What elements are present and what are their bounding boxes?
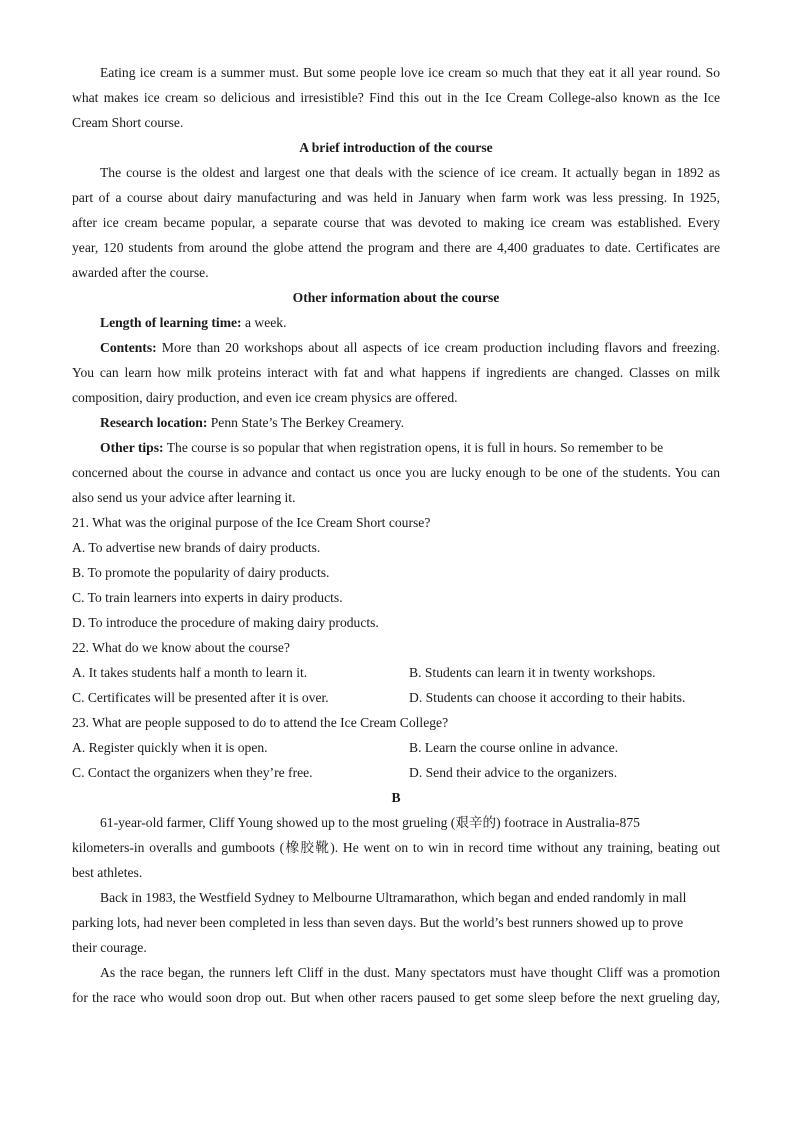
item-label: Contents:	[100, 340, 157, 355]
option: B. To promote the popularity of dairy products.	[72, 565, 330, 580]
item-value: The course is so popular that when registration opens, it is full in hours. So remember to be	[163, 440, 664, 455]
option: C. Contact the organizers when they’re free.	[72, 765, 313, 780]
length-item	[72, 310, 720, 335]
text-line: for the race who would soon drop out. But when other racers paused to get some sleep before the next grueling day,	[72, 990, 720, 1005]
passage-b-paragraph-2	[72, 885, 720, 960]
text-line: The course is the oldest and largest one that deals with the science of ice cream. It actually began in 1892 as	[100, 165, 720, 180]
intro-paragraph	[72, 60, 720, 135]
location-item	[72, 410, 720, 435]
text-line: year, 120 students from around the globe attend the program and there are 4,400 graduates to date. Certificates are	[72, 240, 720, 255]
option: A. It takes students half a month to learn it.	[72, 665, 308, 680]
text-line: Cream Short course.	[72, 115, 184, 130]
text-line: Eating ice cream is a summer must. But some people love ice cream so much that they eat it all year round. So	[100, 65, 720, 80]
option: A. To advertise new brands of dairy products.	[72, 540, 321, 555]
option: A. Register quickly when it is open.	[72, 740, 268, 755]
option: D. Send their advice to the organizers.	[409, 765, 618, 780]
text-line: As the race began, the runners left Cliff in the dust. Many spectators must have thought Cliff was a promotion	[100, 965, 720, 980]
item-value: Penn State’s The Berkey Creamery.	[207, 415, 405, 430]
text-line: awarded after the course.	[72, 265, 209, 280]
document-page	[72, 60, 720, 1010]
text-line: parking lots, had never been completed in less than seven days. But the world’s best runners showed up to prove	[72, 915, 684, 930]
option: C. To train learners into experts in dairy products.	[72, 590, 343, 605]
item-label: Other tips:	[100, 440, 164, 455]
text-line: You can learn how milk proteins interact with fat and what happens if ingredients are changed. Classes on milk	[72, 365, 720, 380]
text-line: after ice cream became popular, a separate course that was devoted to making ice cream was established. Every	[72, 215, 720, 230]
text-line: best athletes.	[72, 865, 143, 880]
text-line: also send us your advice after learning it.	[72, 490, 296, 505]
option-row	[72, 660, 720, 685]
question-21	[72, 510, 720, 635]
item-label: Research location:	[100, 415, 208, 430]
tips-item	[72, 435, 720, 510]
text-line: concerned about the course in advance and contact us once you are lucky enough to be one of the students. You can	[72, 465, 720, 480]
item-value: a week.	[241, 315, 287, 330]
text-line: composition, dairy production, and even ice cream physics are offered.	[72, 390, 458, 405]
question-stem: 23. What are people supposed to do to attend the Ice Cream College?	[72, 715, 449, 730]
question-stem: 21. What was the original purpose of the Ice Cream Short course?	[72, 515, 431, 530]
item-value: More than 20 workshops about all aspects of ice cream production including flavors and freezing.	[156, 340, 720, 355]
option: B. Learn the course online in advance.	[409, 740, 619, 755]
section-heading: A brief introduction of the course	[299, 140, 493, 155]
section-heading: Other information about the course	[292, 290, 500, 305]
option: C. Certificates will be presented after it is over.	[72, 690, 329, 705]
option: D. Students can choose it according to their habits.	[409, 690, 686, 705]
question-23	[72, 710, 720, 785]
text-line: what makes ice cream so delicious and irresistible? Find this out in the Ice Cream College-also known as the Ice	[72, 90, 720, 105]
passage-b-label: B	[391, 790, 401, 805]
text-line	[72, 335, 720, 360]
text-line: kilometers-in overalls and gumboots (橡胶靴). He went on to win in record time without any training, beating out	[72, 840, 720, 855]
option: B. Students can learn it in twenty workshops.	[409, 665, 656, 680]
option-row	[72, 735, 720, 760]
question-stem: 22. What do we know about the course?	[72, 640, 290, 655]
text-line: 61-year-old farmer, Cliff Young showed up to the most grueling (艰辛的) footrace in Australia-875	[100, 815, 640, 830]
course-intro-paragraph	[72, 160, 720, 285]
text-line	[72, 435, 720, 460]
option: D. To introduce the procedure of making dairy products.	[72, 615, 379, 630]
passage-b-paragraph-3	[72, 960, 720, 1010]
text-line: their courage.	[72, 940, 147, 955]
text-line: part of a course about dairy manufacturing and was held in January when farm work was less pressing. In 1925,	[72, 190, 720, 205]
item-label: Length of learning time:	[100, 315, 242, 330]
text-line: Back in 1983, the Westfield Sydney to Melbourne Ultramarathon, which began and ended randomly in mall	[100, 890, 687, 905]
option-row	[72, 685, 720, 710]
option-row	[72, 760, 720, 785]
passage-b-paragraph-1	[72, 810, 720, 885]
question-22	[72, 635, 720, 710]
contents-item	[72, 335, 720, 410]
